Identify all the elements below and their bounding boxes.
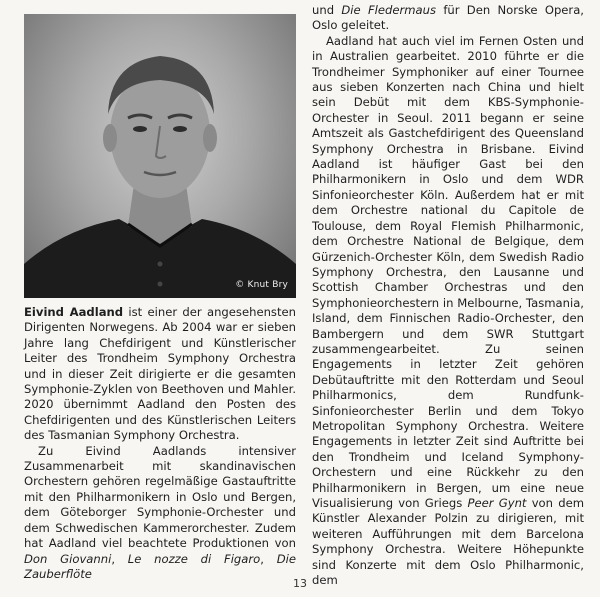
page-number: 13 — [293, 577, 307, 590]
continued-paragraph — [312, 3, 584, 34]
opera-title: Die Fledermaus — [341, 3, 437, 17]
separator: , — [260, 551, 277, 566]
portrait-illustration — [24, 14, 296, 298]
opera-title: Die Zauberflöte — [24, 551, 297, 581]
right-text-column — [312, 3, 584, 588]
bio-paragraph-2-text: Zu Eivind Aadlands intensiver Zusammenarbeit mit skandinavischen Orchestern gehören regelmäßige Gastauftritte mit den Philharmonikern in Oslo und Bergen, dem Göteborger Symphonie-Orchester und dem Schwedischen Kammerorchester. Zudem hat Aadland viel beachtete Produktionen von — [24, 443, 296, 551]
separator: , — [111, 551, 128, 566]
bio-paragraph-2 — [24, 444, 296, 583]
opera-title: Le nozze di Figaro — [127, 551, 261, 566]
opera-title: Don Giovanni — [24, 551, 112, 566]
left-text-column — [24, 305, 296, 582]
work-title: Peer Gynt — [467, 496, 527, 510]
portrait-photo — [24, 14, 296, 298]
text-span: von dem Künstler Alexander Polzin zu dirigieren, mit weiteren Aufführungen mit dem Barcelona Symphony Orchestra. Weitere Höhepunkte sind Konzerte mit dem Oslo Philharmonic, dem — [312, 496, 584, 588]
conductor-name: Eivind Aadland — [24, 305, 124, 319]
bio-paragraph-3 — [312, 34, 584, 589]
bio-paragraph-1-text: ist einer der angesehensten Dirigenten Norwegens. Ab 2004 war er sieben Jahre lang Chefdirigent und Künstlerischer Leiter des Trondheim Symphony Orchestra und in dieser Zeit dirigierte er die gesamten Symphonie-Zyklen von Beethoven und Mahler. 2020 übernimmt Aadland den Posten des Chefdirigenten und des Künstlerischen Leiters des Tasmanian Symphony Orchestra. — [24, 305, 296, 443]
photo-credit: © Knut Bry — [235, 280, 288, 290]
text-span: für Den Norske Opera, Oslo geleitet. — [312, 3, 584, 33]
bio-paragraph-3-text: Aadland hat auch viel im Fernen Osten und in Australien gearbeitet. 2010 führte er die Trondheimer Symphoniker auf einer Tournee aus sieben Konzerten nach China und hielt sein Debüt mit dem KBS-Symphonie-Orchester in Seoul. 2011 begann er seine Amtszeit als Gastchefdirigent des Queensland Symphony Orchestra in Brisbane. Eivind Aadland ist häufiger Gast bei den Philharmonikern in Oslo und dem WDR Sinfonieorchester Köln. Außerdem hat er mit dem Orchestre national du Capitole de Toulouse, dem Royal Flemish Philharmonic, dem Orchestre National de Belgique, dem Gürzenich-Orchester Köln, dem Swedish Radio Symphony Orchestra, den Lausanne und Scottish Chamber Orchestras und den Symphonieorchestern in Melbourne, Tasmania, Island, dem Finnischen Radio-Orchester, den Bambergern und dem SWR Stuttgart zusammengearbeitet. Zu seinen Engagements in letzter Zeit gehören Debütauftritte mit den Rotterdam und Seoul Philharmonics, dem Rundfunk-Sinfonieorchester Berlin und dem Tokyo Metropolitan Symphony Orchestra. Weitere Engagements in letzter Zeit sind Auftritte bei den Trondheim und Iceland Symphony-Orchestern und eine Rückkehr zu den Philharmonikern in Bergen, um eine neue Visualisierung von Griegs — [312, 33, 584, 510]
bio-paragraph-1 — [24, 305, 296, 444]
text-span: und — [312, 3, 342, 17]
